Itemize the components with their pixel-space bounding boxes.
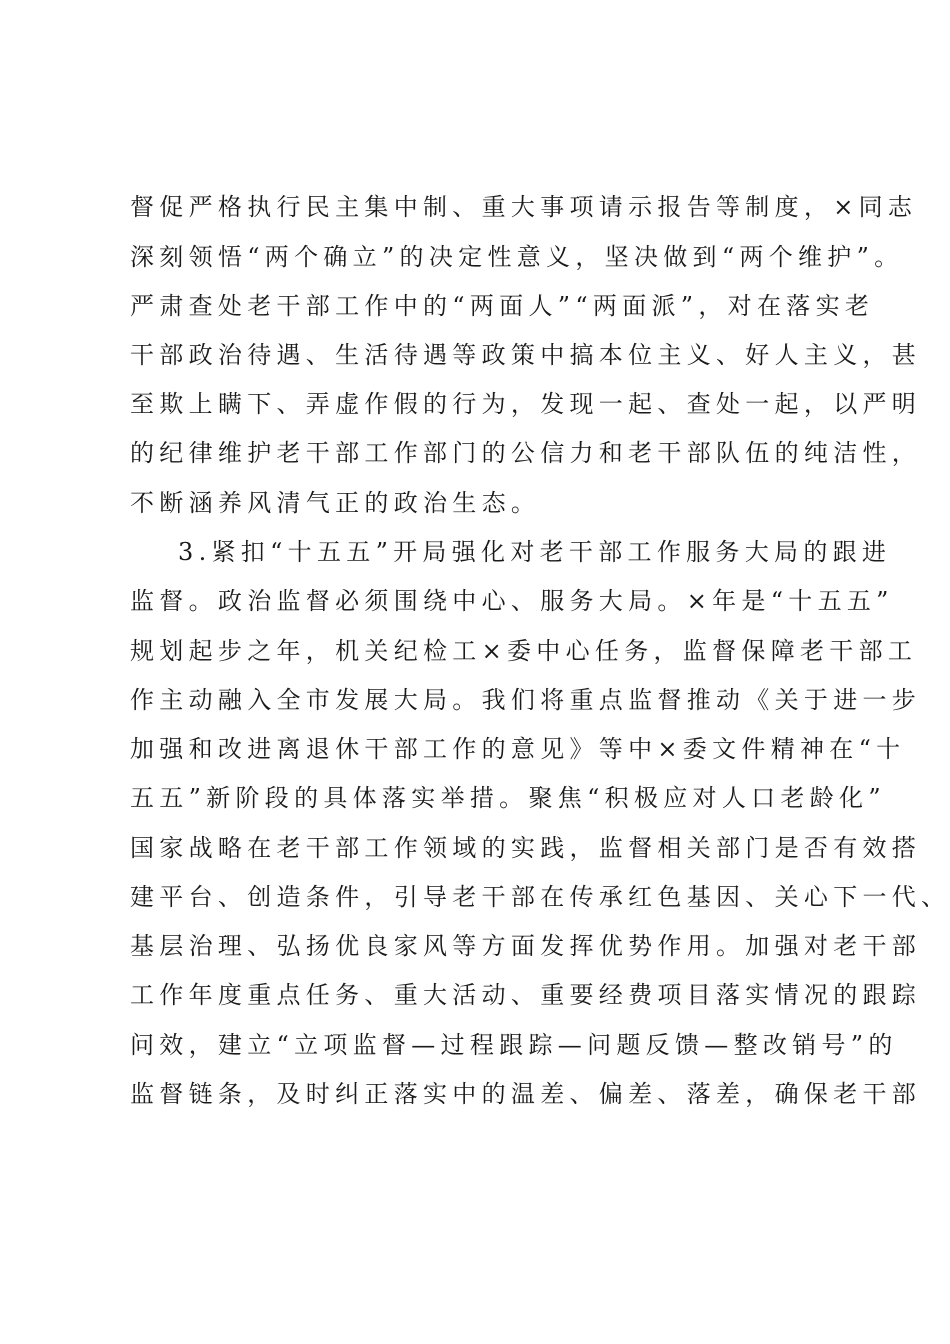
text-line: 督促严格执行民主集中制、重大事项请示报告等制度，×同志 bbox=[130, 193, 918, 221]
text-line: 至欺上瞒下、弄虚作假的行为，发现一起、查处一起，以严明 bbox=[130, 390, 922, 418]
text-line: 国家战略在老干部工作领域的实践，监督相关部门是否有效搭 bbox=[130, 834, 922, 862]
text-line: 深刻领悟“两个确立”的决定性意义，坚决做到“两个维护”。 bbox=[130, 243, 904, 271]
text-line: 五五”新阶段的具体落实举措。聚焦“积极应对人口老龄化” bbox=[130, 784, 886, 812]
text-line: 的纪律维护老干部工作部门的公信力和老干部队伍的纯洁性， bbox=[130, 439, 922, 467]
text-line: 不断涵养风清气正的政治生态。 bbox=[130, 489, 541, 517]
text-line: 问效，建立“立项监督—过程跟踪—问题反馈—整改销号”的 bbox=[130, 1031, 898, 1059]
text-line: 监督链条，及时纠正落实中的温差、偏差、落差，确保老干部 bbox=[130, 1080, 922, 1108]
text-line: 作主动融入全市发展大局。我们将重点监督推动《关于进一步 bbox=[130, 686, 922, 714]
text-line: 基层治理、弘扬优良家风等方面发挥优势作用。加强对老干部 bbox=[130, 932, 922, 960]
text-line: 加强和改进离退休干部工作的意见》等中×委文件精神在“十 bbox=[130, 735, 906, 763]
text-line: 干部政治待遇、生活待遇等政策中搞本位主义、好人主义，甚 bbox=[130, 341, 922, 369]
text-line: 工作年度重点任务、重大活动、重要经费项目落实情况的跟踪 bbox=[130, 981, 922, 1009]
text-line: 建平台、创造条件，引导老干部在传承红色基因、关心下一代、 bbox=[130, 883, 950, 911]
text-line: 规划起步之年，机关纪检工×委中心任务，监督保障老干部工 bbox=[130, 637, 918, 665]
text-line: 监督。政治监督必须围绕中心、服务大局。×年是“十五五” bbox=[130, 587, 894, 615]
section-heading-line: 3.紧扣“十五五”开局强化对老干部工作服务大局的跟进 bbox=[178, 538, 892, 566]
text-line: 严肃查处老干部工作中的“两面人”“两面派”，对在落实老 bbox=[130, 292, 875, 320]
